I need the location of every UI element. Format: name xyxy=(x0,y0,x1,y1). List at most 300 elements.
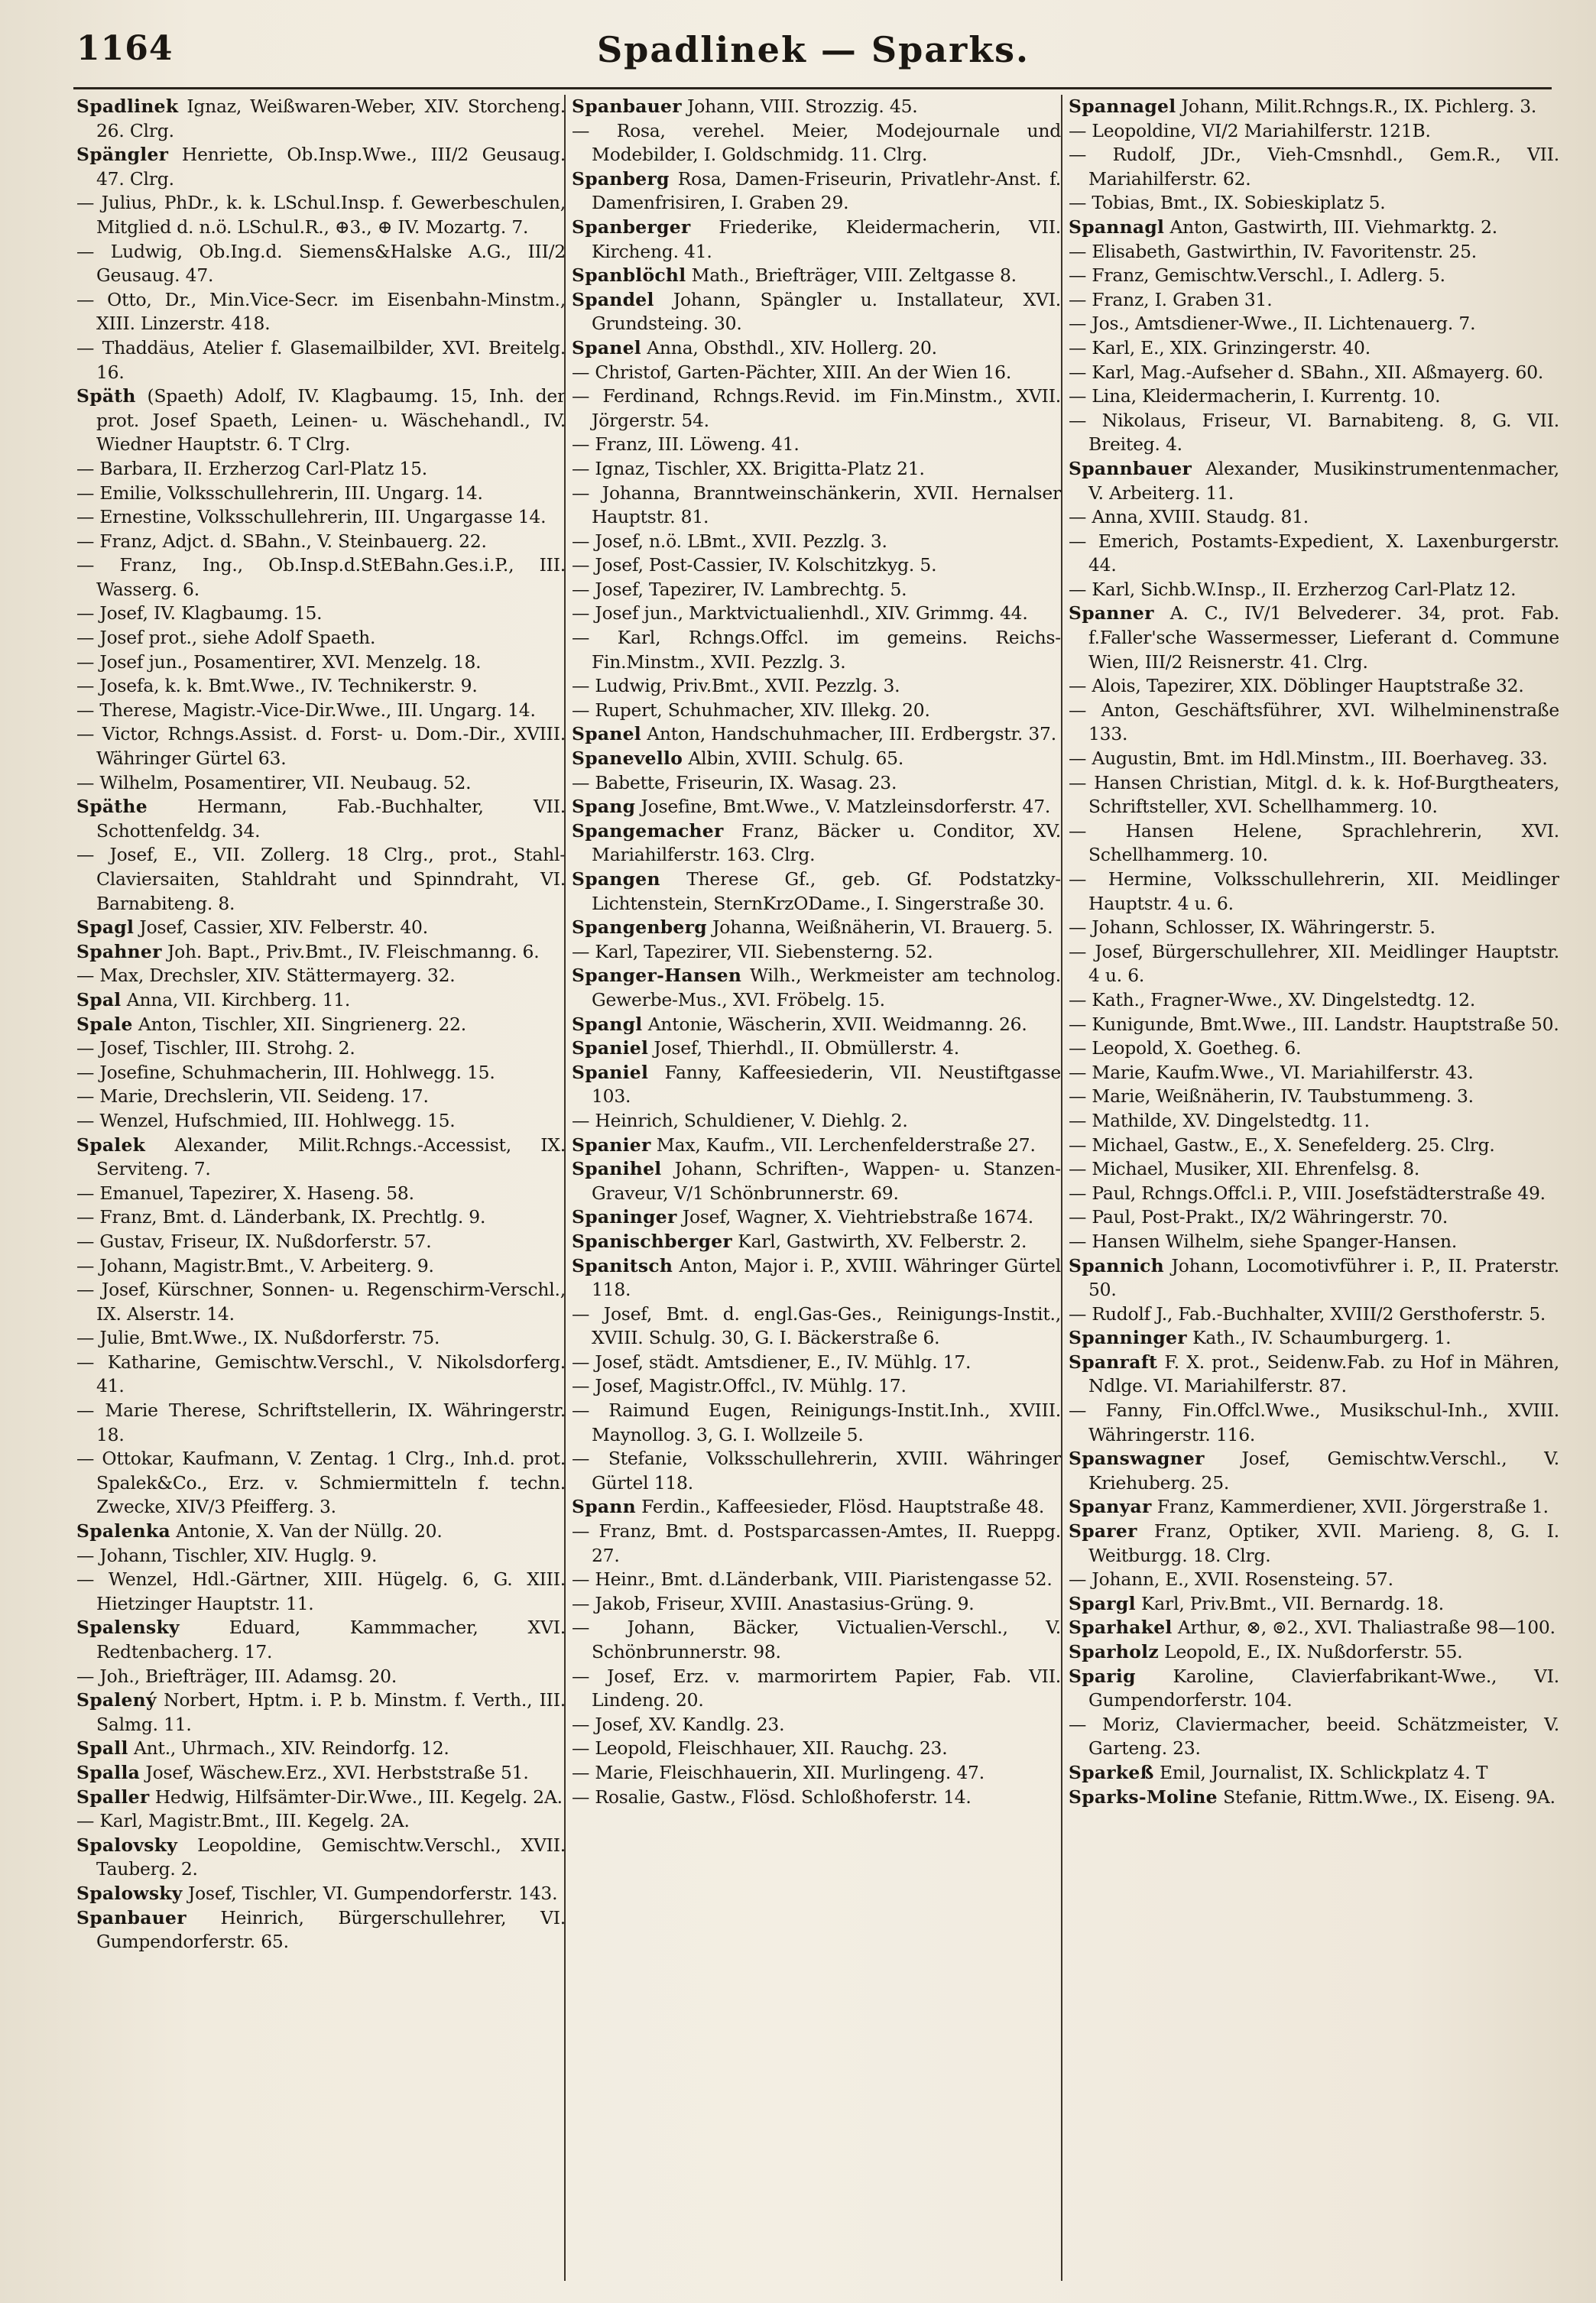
directory-entry xyxy=(76,1061,566,1085)
entry-surname: Spalensky xyxy=(76,1617,180,1639)
directory-entry xyxy=(572,1520,1061,1568)
entry-text: — Max, Drechsler, XIV. Stättermayerg. 32. xyxy=(76,965,456,987)
running-head: Spadlinek — Sparks. xyxy=(596,29,1030,70)
directory-entry xyxy=(76,1182,566,1206)
entry-surname: Sparks-Moline xyxy=(1069,1786,1218,1808)
entry-text: — Johann, Bäcker, Victualien-Verschl., V. Schönbrunnerstr. 98. xyxy=(572,1617,1061,1662)
entry-text: — Franz, Bmt. d. Postsparcassen-Amtes, II. Rueppg. 27. xyxy=(572,1520,1061,1566)
entry-text: — Josef jun., Marktvictualienhdl., XIV. Grimmg. 44. xyxy=(572,602,1028,624)
entry-text: — Emanuel, Tapezirer, X. Haseng. 58. xyxy=(76,1182,414,1204)
entry-text: Johann, Locomotivführer i. P., II. Praterstr. 50. xyxy=(1088,1254,1559,1301)
directory-entry xyxy=(572,433,1061,457)
entry-surname: Spannagl xyxy=(1069,216,1165,238)
entry-text: — Josef, Tapezirer, IV. Lambrechtg. 5. xyxy=(572,578,907,600)
entry-text: Alexander, Milit.Rchngs.-Accessist, IX. Serviteng. 7. xyxy=(96,1134,566,1180)
entry-surname: Spangemacher xyxy=(572,819,724,842)
directory-entry xyxy=(1069,1520,1559,1568)
entry-text: Karl, Priv.Bmt., VII. Bernardg. 18. xyxy=(1141,1592,1444,1614)
entry-text: Johann, VIII. Strozzig. 45. xyxy=(687,96,918,117)
directory-entry xyxy=(572,940,1061,965)
directory-entry xyxy=(1069,1399,1559,1447)
entry-surname: Spanyar xyxy=(1069,1496,1152,1518)
directory-entry xyxy=(76,1906,566,1954)
directory-entry xyxy=(572,1592,1061,1617)
entry-surname: Spahner xyxy=(76,940,162,962)
entry-text: Antonie, Wäscherin, XVII. Weidmanng. 26. xyxy=(647,1013,1027,1035)
entry-surname: Spanner xyxy=(1069,602,1154,624)
entry-text: — Heinr., Bmt. d.Länderbank, VIII. Piaristengasse 52. xyxy=(572,1568,1053,1591)
entry-text: — Josef prot., siehe Adolf Spaeth. xyxy=(76,627,376,649)
entry-text: — Alois, Tapezirer, XIX. Döblinger Hauptstraße 32. xyxy=(1069,675,1524,697)
directory-entry xyxy=(76,1134,566,1182)
directory-entry xyxy=(1069,1568,1559,1592)
directory-entry xyxy=(1069,1447,1559,1495)
entry-text: Anton, Gastwirth, III. Viehmarktg. 2. xyxy=(1169,216,1497,238)
directory-entry xyxy=(1069,1205,1559,1230)
directory-entry xyxy=(76,457,566,482)
entry-surname: Spanberger xyxy=(572,216,691,238)
entry-text: — Josef, Kürschner, Sonnen- u. Regenschirm-Verschl., IX. Alserstr. 14. xyxy=(76,1279,566,1325)
entry-text: — Franz, I. Graben 31. xyxy=(1069,288,1273,310)
entry-text: — Anton, Geschäftsführer, XVI. Wilhelminenstraße 133. xyxy=(1069,699,1559,745)
entry-surname: Spanbauer xyxy=(572,96,682,117)
entry-text: Johann, Spängler u. Installateur, XVI. Grundsteing. 30. xyxy=(592,288,1061,335)
directory-entry xyxy=(1069,264,1559,288)
entry-surname: Spannbauer xyxy=(1069,457,1192,479)
entry-text: Josef, Tischler, VI. Gumpendorferstr. 143. xyxy=(187,1882,558,1904)
entry-text: — Johann, Magistr.Bmt., V. Arbeiterg. 9. xyxy=(76,1254,434,1276)
entry-surname: Spalený xyxy=(76,1689,157,1711)
entry-text: — Jakob, Friseur, XVIII. Anastasius-Grüng. 9. xyxy=(572,1592,975,1614)
directory-entry xyxy=(76,1109,566,1134)
directory-entry xyxy=(572,674,1061,699)
directory-entry xyxy=(76,505,566,530)
entry-text: — Augustin, Bmt. im Hdl.Minstm., III. Boerhaveg. 33. xyxy=(1069,748,1548,770)
directory-entry xyxy=(76,674,566,699)
entry-text: Wilh., Werkmeister am technolog. Gewerbe-Mus., XVI. Fröbelg. 15. xyxy=(592,965,1061,1010)
directory-entry xyxy=(1069,1761,1559,1786)
entry-text: — Franz, Adjct. d. SBahn., V. Steinbauerg. 22. xyxy=(76,530,487,552)
entry-text: Max, Kaufm., VII. Lerchenfelderstraße 27. xyxy=(656,1134,1036,1156)
entry-text: — Tobias, Bmt., IX. Sobieskiplatz 5. xyxy=(1069,192,1386,214)
entry-text: — Julie, Bmt.Wwe., IX. Nußdorferstr. 75. xyxy=(76,1327,440,1349)
directory-entry xyxy=(572,1665,1061,1713)
directory-entry xyxy=(76,1351,566,1399)
directory-entry xyxy=(572,602,1061,626)
entry-text: — Otto, Dr., Min.Vice-Secr. im Eisenbahn-Minstm., XIII. Linzerstr. 418. xyxy=(76,288,566,335)
entry-text: — Ignaz, Tischler, XX. Brigitta-Platz 21. xyxy=(572,457,925,479)
directory-entry xyxy=(76,384,566,457)
entry-surname: Spalovsky xyxy=(76,1834,178,1856)
entry-text: — Rosa, verehel. Meier, Modejournale und Modebilder, I. Goldschmidg. 11. Clrg. xyxy=(572,119,1061,166)
directory-entry xyxy=(572,1616,1061,1664)
directory-entry xyxy=(76,482,566,506)
directory-entry xyxy=(1069,1036,1559,1061)
entry-surname: Spagl xyxy=(76,916,135,939)
directory-entry xyxy=(76,722,566,770)
directory-entry xyxy=(572,1134,1061,1158)
directory-entry xyxy=(572,119,1061,167)
directory-entry xyxy=(76,626,566,650)
entry-surname: Sparkeß xyxy=(1069,1761,1154,1783)
entry-text: Karoline, Clavierfabrikant-Wwe., VI. Gumpendorferstr. 104. xyxy=(1088,1665,1559,1711)
entry-text: — Julius, PhDr., k. k. LSchul.Insp. f. Gewerbeschulen, Mitglied d. n.ö. LSchul.R., ⊕3., ⊕ IV. Mozartg. 7. xyxy=(76,192,566,238)
entry-text: — Marie Therese, Schriftstellerin, IX. Währingerstr. 18. xyxy=(76,1400,566,1445)
entry-text: Josefine, Bmt.Wwe., V. Matzleinsdorferstr. 47. xyxy=(641,796,1051,818)
entry-text: — Hansen Helene, Sprachlehrerin, XVI. Schellhammerg. 10. xyxy=(1069,819,1559,866)
entry-text: — Josefine, Schuhmacherin, III. Hohlwegg. 15. xyxy=(76,1061,495,1083)
entry-surname: Spalek xyxy=(76,1134,146,1156)
entry-surname: Spanbauer xyxy=(76,1906,187,1928)
entry-text: Ignaz, Weißwaren-Weber, XIV. Storcheng. 26. Clrg. xyxy=(96,96,566,141)
directory-entry xyxy=(572,1713,1061,1737)
entry-text: Josef, Wäschew.Erz., XVI. Herbststraße 51. xyxy=(145,1761,529,1783)
entry-text: Leopold, E., IX. Nußdorferstr. 55. xyxy=(1164,1641,1463,1662)
directory-entry xyxy=(572,964,1061,1012)
entry-text: Hedwig, Hilfsämter-Dir.Wwe., III. Kegelg. 2A. xyxy=(154,1786,563,1808)
entry-surname: Spanischberger xyxy=(572,1230,733,1252)
entry-text: — Karl, Tapezirer, VII. Siebensterng. 52. xyxy=(572,940,933,962)
directory-entry xyxy=(76,1520,566,1544)
entry-surname: Spanihel xyxy=(572,1158,662,1180)
directory-entry xyxy=(572,1786,1061,1810)
page-number: 1164 xyxy=(76,29,174,68)
entry-text: Franz, Optiker, XVII. Marieng. 8, G. I. Weitburgg. 18. Clrg. xyxy=(1088,1520,1559,1566)
entry-text: Josef, Wagner, X. Viehtriebstraße 1674. xyxy=(682,1206,1033,1228)
directory-entry xyxy=(572,1157,1061,1205)
directory-entry xyxy=(572,1761,1061,1786)
entry-text: — Josef, XV. Kandlg. 23. xyxy=(572,1713,785,1735)
directory-entry xyxy=(1069,119,1559,144)
directory-entry xyxy=(572,482,1061,530)
directory-entry xyxy=(76,1809,566,1834)
directory-entry xyxy=(572,1737,1061,1761)
directory-entry xyxy=(76,940,566,965)
column-1 xyxy=(76,95,566,2281)
entry-text: — Raimund Eugen, Reinigungs-Instit.Inh., XVIII. Maynollog. 3, G. I. Wollzeile 5. xyxy=(572,1400,1061,1445)
entry-text: — Emilie, Volksschullehrerin, III. Ungarg. 14. xyxy=(76,482,483,504)
entry-surname: Spall xyxy=(76,1737,128,1760)
directory-entry xyxy=(1069,409,1559,457)
directory-entry xyxy=(1069,530,1559,578)
directory-entry xyxy=(572,288,1061,336)
entry-surname: Spanger-Hansen xyxy=(572,965,742,987)
entry-text: — Josef, IV. Klagbaumg. 15. xyxy=(76,602,323,624)
directory-entry xyxy=(1069,1013,1559,1037)
entry-text: Friederike, Kleidermacherin, VII. Kircheng. 41. xyxy=(592,216,1061,262)
directory-entry xyxy=(1069,1351,1559,1399)
entry-text: Therese Gf., geb. Gf. Podstatzky-Lichtenstein, SternKrzODame., I. Singerstraße 30. xyxy=(592,868,1061,914)
entry-surname: Spaniel xyxy=(572,1037,649,1059)
entry-surname: Spanraft xyxy=(1069,1351,1158,1373)
entry-text: — Ludwig, Priv.Bmt., XVII. Pezzlg. 3. xyxy=(572,675,900,697)
entry-text: Henriette, Ob.Insp.Wwe., III/2 Geusaug. 47. Clrg. xyxy=(96,144,566,190)
entry-text: Johann, Milit.Rchngs.R., IX. Pichlerg. 3. xyxy=(1181,96,1537,117)
entry-surname: Spal xyxy=(76,988,122,1010)
entry-surname: Spängler xyxy=(76,144,169,166)
directory-entry xyxy=(76,771,566,796)
page-header xyxy=(76,29,1550,75)
entry-text: Arthur, ⊗, ⊚2., XVI. Thaliastraße 98—100. xyxy=(1177,1617,1555,1639)
entry-surname: Spalowsky xyxy=(76,1882,183,1904)
entry-text: Math., Briefträger, VIII. Zeltgasse 8. xyxy=(691,264,1017,287)
entry-text: — Ernestine, Volksschullehrerin, III. Ungargasse 14. xyxy=(76,506,547,528)
directory-entry xyxy=(572,1109,1061,1134)
entry-text: — Nikolaus, Friseur, VI. Barnabiteng. 8, G. VII. Breiteg. 4. xyxy=(1069,409,1559,456)
entry-text: F. X. prot., Seidenw.Fab. zu Hof in Mähren, Ndlge. VI. Mariahilferstr. 87. xyxy=(1088,1351,1559,1397)
entry-text: Kath., IV. Schaumburgerg. 1. xyxy=(1192,1327,1452,1349)
directory-entry xyxy=(76,1834,566,1882)
entry-surname: Sparig xyxy=(1069,1665,1136,1687)
directory-entry xyxy=(1069,95,1559,119)
directory-entry xyxy=(572,1351,1061,1375)
directory-entry xyxy=(76,1230,566,1254)
directory-entry xyxy=(572,216,1061,264)
directory-entry xyxy=(76,1447,566,1520)
entry-text: — Franz, III. Löweng. 41. xyxy=(572,433,800,456)
directory-entry xyxy=(76,843,566,916)
directory-entry xyxy=(1069,1302,1559,1327)
entry-text: — Josef, Post-Cassier, IV. Kolschitzkyg. 5. xyxy=(572,554,937,576)
entry-surname: Spalenka xyxy=(76,1520,170,1542)
directory-entry xyxy=(1069,1085,1559,1109)
directory-entry xyxy=(76,699,566,723)
entry-text: — Johann, Schlosser, IX. Währingerstr. 5. xyxy=(1069,916,1435,939)
entry-text: Fanny, Kaffeesiederin, VII. Neustiftgasse 103. xyxy=(592,1061,1061,1108)
entry-text: — Emerich, Postamts-Expedient, X. Laxenburgerstr. 44. xyxy=(1069,530,1559,576)
entry-text: — Leopold, Fleischhauer, XII. Rauchg. 23. xyxy=(572,1737,948,1760)
entry-text: Norbert, Hptm. i. P. b. Minstm. f. Verth., III. Salmg. 11. xyxy=(96,1689,566,1735)
directory-entry xyxy=(1069,240,1559,264)
entry-text: — Karl, Rchngs.Offcl. im gemeins. Reichs-Fin.Minstm., XVII. Pezzlg. 3. xyxy=(572,627,1061,673)
entry-text: — Lina, Kleidermacherin, I. Kurrentg. 10. xyxy=(1069,385,1441,407)
directory-entry xyxy=(1069,771,1559,819)
directory-entry xyxy=(1069,1665,1559,1713)
directory-entry xyxy=(76,1786,566,1810)
entry-text: — Rudolf J., Fab.-Buchhalter, XVIII/2 Gersthoferstr. 5. xyxy=(1069,1302,1546,1325)
directory-entry xyxy=(1069,1786,1559,1810)
directory-entry xyxy=(1069,336,1559,361)
directory-entry xyxy=(1069,699,1559,747)
directory-entry xyxy=(76,1882,566,1906)
entry-surname: Sparhakel xyxy=(1069,1617,1173,1639)
directory-entry xyxy=(572,1399,1061,1447)
directory-entry xyxy=(572,1568,1061,1592)
directory-entry xyxy=(572,868,1061,916)
directory-entry xyxy=(1069,457,1559,505)
directory-entry xyxy=(1069,1254,1559,1302)
entry-text: — Paul, Post-Prakt., IX/2 Währingerstr. 70. xyxy=(1069,1206,1448,1228)
entry-surname: Spaninger xyxy=(572,1206,677,1228)
directory-entry xyxy=(572,264,1061,288)
entry-text: — Rupert, Schuhmacher, XIV. Illekg. 20. xyxy=(572,699,930,721)
directory-entry xyxy=(1069,1326,1559,1351)
entry-text: Anna, Obsthdl., XIV. Hollerg. 20. xyxy=(647,336,937,358)
entry-text: — Barbara, II. Erzherzog Carl-Platz 15. xyxy=(76,457,428,479)
directory-entry xyxy=(572,384,1061,433)
entry-surname: Spanblöchl xyxy=(572,264,686,287)
entry-text: — Josef, Bmt. d. engl.Gas-Ges., Reinigungs-Instit., XVIII. Schulg. 30, G. I. Bäckerstraße 6. xyxy=(572,1302,1061,1349)
directory-entry xyxy=(572,530,1061,554)
directory-entry xyxy=(76,336,566,384)
directory-entry xyxy=(572,336,1061,361)
directory-entry xyxy=(76,1616,566,1664)
entry-surname: Späthe xyxy=(76,796,148,818)
entry-text: — Thaddäus, Atelier f. Glasemailbilder, XVI. Breitelg. 16. xyxy=(76,336,566,383)
entry-text: — Johann, Tischler, XIV. Huglg. 9. xyxy=(76,1544,378,1566)
entry-text: Josef, Thierhdl., II. Obmüllerstr. 4. xyxy=(654,1037,959,1059)
entry-text: Josef, Gemischtw.Verschl., V. Kriehuberg. 25. xyxy=(1088,1448,1559,1494)
directory-entry xyxy=(572,167,1061,216)
directory-entry xyxy=(572,578,1061,602)
directory-entry xyxy=(1069,940,1559,988)
entry-text: — Fanny, Fin.Offcl.Wwe., Musikschul-Inh., XVIII. Währingerstr. 116. xyxy=(1069,1400,1559,1445)
entry-text: Heinrich, Bürgerschullehrer, VI. Gumpendorferstr. 65. xyxy=(96,1906,566,1953)
entry-text: Johann, Schriften-, Wappen- u. Stanzen-Graveur, V/1 Schönbrunnerstr. 69. xyxy=(592,1158,1061,1204)
entry-surname: Spanberg xyxy=(572,167,670,190)
entry-surname: Spannich xyxy=(1069,1254,1164,1276)
directory-entry xyxy=(572,1254,1061,1302)
directory-entry xyxy=(76,795,566,843)
directory-entry xyxy=(76,1688,566,1737)
directory-entry xyxy=(1069,988,1559,1013)
directory-entry xyxy=(76,964,566,988)
entry-text: — Heinrich, Schuldiener, V. Diehlg. 2. xyxy=(572,1109,908,1131)
entry-text: — Marie, Weißnäherin, IV. Taubstummeng. 3. xyxy=(1069,1085,1474,1108)
directory-entry xyxy=(572,553,1061,578)
entry-text: — Josef, Tischler, III. Strohg. 2. xyxy=(76,1037,355,1059)
directory-entry xyxy=(76,1254,566,1279)
directory-entry xyxy=(76,1665,566,1689)
entry-text: Antonie, X. Van der Nüllg. 20. xyxy=(176,1520,443,1542)
entry-surname: Spalla xyxy=(76,1761,141,1783)
entry-text: Eduard, Kammmacher, XVI. Redtenbacherg. 17. xyxy=(96,1617,566,1662)
directory-entry xyxy=(1069,1495,1559,1520)
entry-text: — Josef, Bürgerschullehrer, XII. Meidlinger Hauptstr. 4 u. 6. xyxy=(1069,940,1559,987)
directory-entry xyxy=(76,1399,566,1447)
entry-text: — Karl, Mag.-Aufseher d. SBahn., XII. Aßmayerg. 60. xyxy=(1069,361,1544,383)
directory-entry xyxy=(1069,602,1559,674)
directory-entry xyxy=(572,1230,1061,1254)
entry-text: Franz, Bäcker u. Conditor, XV. Mariahilferstr. 163. Clrg. xyxy=(592,819,1061,866)
entry-text: Ant., Uhrmach., XIV. Reindorfg. 12. xyxy=(133,1737,449,1760)
directory-entry xyxy=(1069,1713,1559,1761)
entry-surname: Spadlinek xyxy=(76,96,179,117)
directory-entry xyxy=(572,1205,1061,1230)
entry-surname: Spanitsch xyxy=(572,1254,673,1276)
directory-entry xyxy=(1069,1592,1559,1617)
directory-entry xyxy=(572,722,1061,747)
directory-entry xyxy=(76,1544,566,1568)
directory-entry xyxy=(1069,916,1559,940)
directory-entry xyxy=(76,1205,566,1230)
entry-surname: Spann xyxy=(572,1496,636,1518)
entry-surname: Spang xyxy=(572,796,636,818)
entry-text: — Ottokar, Kaufmann, V. Zentag. 1 Clrg., Inh.d. prot. Spalek&Co., Erz. v. Schmiermitteln f. techn. Zwecke, XIV/3 Pfeifferg. 3. xyxy=(76,1448,566,1518)
entry-text: — Wilhelm, Posamentirer, VII. Neubaug. 52. xyxy=(76,771,472,793)
entry-text: — Josef, Magistr.Offcl., IV. Mühlg. 17. xyxy=(572,1375,907,1397)
entry-text: — Marie, Fleischhauerin, XII. Murlingeng. 47. xyxy=(572,1761,985,1783)
entry-surname: Sparer xyxy=(1069,1520,1137,1542)
entry-text: — Marie, Kaufm.Wwe., VI. Mariahilferstr. 43. xyxy=(1069,1061,1474,1083)
directory-entry xyxy=(1069,1616,1559,1640)
entry-text: — Karl, E., XIX. Grinzingerstr. 40. xyxy=(1069,336,1371,358)
entry-surname: Spannagel xyxy=(1069,96,1176,117)
directory-entry xyxy=(1069,288,1559,313)
entry-text: Anton, Tischler, XII. Singrienerg. 22. xyxy=(138,1013,466,1035)
entry-text: — Christof, Garten-Pächter, XIII. An der Wien 16. xyxy=(572,361,1012,383)
directory-entry xyxy=(572,771,1061,796)
directory-entry xyxy=(76,602,566,626)
entry-text: Johanna, Weißnäherin, VI. Brauerg. 5. xyxy=(712,916,1053,939)
entry-text: — Jos., Amtsdiener-Wwe., II. Lichtenauerg. 7. xyxy=(1069,313,1476,335)
directory-entry xyxy=(572,1061,1061,1109)
entry-text: — Joh., Briefträger, III. Adamsg. 20. xyxy=(76,1665,397,1687)
entry-text: Hermann, Fab.-Buchhalter, VII. Schottenfeldg. 34. xyxy=(96,796,566,842)
entry-text: Joh. Bapt., Priv.Bmt., IV. Fleischmanng. 6. xyxy=(167,940,540,962)
entry-surname: Spargl xyxy=(1069,1592,1136,1614)
entry-text: — Moriz, Claviermacher, beeid. Schätzmeister, V. Garteng. 23. xyxy=(1069,1713,1559,1760)
directory-entry xyxy=(76,95,566,143)
directory-entry xyxy=(1069,143,1559,191)
entry-text: — Franz, Bmt. d. Länderbank, IX. Prechtlg. 9. xyxy=(76,1206,486,1228)
entry-text: — Josef, Erz. v. marmorirtem Papier, Fab. VII. Lindeng. 20. xyxy=(572,1665,1061,1711)
column-2 xyxy=(564,95,1061,2281)
entry-text: Rosa, Damen-Friseurin, Privatlehr-Anst. f. Damenfrisiren, I. Graben 29. xyxy=(592,167,1061,214)
directory-entry xyxy=(76,530,566,554)
entry-text: — Elisabeth, Gastwirthin, IV. Favoritenstr. 25. xyxy=(1069,240,1478,262)
directory-entry xyxy=(1069,747,1559,771)
entry-surname: Spanswagner xyxy=(1069,1448,1205,1470)
entry-text: Josef, Cassier, XIV. Felberstr. 40. xyxy=(139,916,428,939)
entry-surname: Spanevello xyxy=(572,748,683,770)
directory-entry xyxy=(572,1013,1061,1037)
entry-text: — Karl, Magistr.Bmt., III. Kegelg. 2A. xyxy=(76,1810,410,1832)
directory-entry xyxy=(1069,1182,1559,1206)
entry-text: Franz, Kammerdiener, XVII. Jörgerstraße 1. xyxy=(1156,1496,1549,1518)
directory-entry xyxy=(572,457,1061,482)
entry-text: — Johanna, Branntweinschänkerin, XVII. Hernalser Hauptstr. 81. xyxy=(572,482,1061,528)
directory-entry xyxy=(572,747,1061,771)
entry-text: Albin, XVIII. Schulg. 65. xyxy=(688,748,904,770)
column-3 xyxy=(1061,95,1559,2281)
entry-surname: Spangen xyxy=(572,868,660,890)
directory-entry xyxy=(572,361,1061,385)
entry-text: Emil, Journalist, IX. Schlickplatz 4. T xyxy=(1159,1761,1488,1783)
entry-surname: Spanel xyxy=(572,336,641,358)
entry-text: — Karl, Sichb.W.Insp., II. Erzherzog Carl-Platz 12. xyxy=(1069,578,1517,600)
entry-surname: Spandel xyxy=(572,288,654,310)
directory-entry xyxy=(76,1085,566,1109)
directory-entry xyxy=(1069,1134,1559,1158)
entry-text: — Mathilde, XV. Dingelstedtg. 11. xyxy=(1069,1109,1370,1131)
entry-text: — Hansen Christian, Mitgl. d. k. k. Hof-Burgtheaters, Schriftsteller, XVI. Schellhammerg. 10. xyxy=(1069,771,1559,818)
entry-text: — Johann, E., XVII. Rosensteing. 57. xyxy=(1069,1568,1393,1591)
directory-entry xyxy=(1069,578,1559,602)
entry-text: — Wenzel, Hufschmied, III. Hohlwegg. 15. xyxy=(76,1109,456,1131)
entry-text: Karl, Gastwirth, XV. Felberstr. 2. xyxy=(738,1230,1027,1252)
header-rule xyxy=(73,87,1552,89)
directory-entry xyxy=(76,650,566,675)
directory-entry xyxy=(572,795,1061,819)
entry-text: — Gustav, Friseur, IX. Nußdorferstr. 57. xyxy=(76,1230,432,1252)
entry-text: — Franz, Ing., Ob.Insp.d.StEBahn.Ges.i.P., III. Wasserg. 6. xyxy=(76,554,566,600)
entry-text: Anton, Major i. P., XVIII. Währinger Gürtel 118. xyxy=(592,1254,1061,1301)
directory-entry xyxy=(572,1447,1061,1495)
directory-entry xyxy=(1069,1230,1559,1254)
entry-text: — Hansen Wilhelm, siehe Spanger-Hansen. xyxy=(1069,1230,1458,1252)
entry-text: — Josef, städt. Amtsdiener, E., IV. Mühlg. 17. xyxy=(572,1351,972,1373)
